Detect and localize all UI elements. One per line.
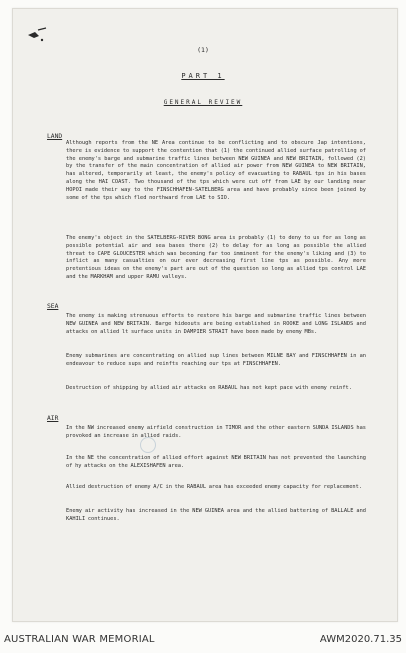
section-label-air: AIR: [47, 415, 59, 422]
air-paragraph-1: In the NW increased enemy airfield construction in TIMOR and the other eastern SUNDA ISLANDS has provoked an increase in allied raids.: [66, 425, 366, 439]
land-paragraph-2: The enemy's object in the SATELBERG-RIVER BONG area is probably (1) to deny to us for as long as possible potential air and sea bases there (2) to delay for as long as possible the allied threat to CAPE GLOUCESTER which was becoming far too imminent for the enemy's liking and (3) to inflict as many casualties on our ever decreasing first line tps as possible. Any more pretentious ideas on the enemy's part are out of the question so long as allied tps control LAE and the MARKHAM and upper RAMU valleys.: [66, 235, 366, 280]
page-number: (1): [197, 46, 209, 54]
footer-bar: [0, 627, 406, 653]
paper-clip-mark-icon: [26, 26, 48, 44]
land-paragraph-1: Although reports from the NE Area continue to be conflicting and to obscure Jap intentions, there is evidence to support the contention that (1) the continued allied surface patrolling of the enemy's barge and submarine traffic lines between NEW GUINEA and NEW BRITAIN, followed (2) by the transfer of the main concentration of allied air power from NEW GUINEA to NEW BRITAIN, has altered, temporarily at least, the enemy's policy of evacuating to RABAUL tps in his bases along the HAI COAST. Two thousand of the tps which were cut off from LAE by our landing near HOPOI made their way to the FINSCHHAFEN-SATELBERG area and have probably since been joined by some of the tps which fled northward from LAE to SIO.: [66, 140, 366, 201]
footer-institution: AUSTRALIAN WAR MEMORIAL: [4, 634, 155, 645]
section-title: GENERAL REVIEW: [163, 99, 243, 106]
sea-paragraph-1: The enemy is making strenuous efforts to restore his barge and submarine traffic lines between NEW GUINEA and NEW BRITAIN. Barge hideouts are being established in ROOKE and LONG ISLANDS and attacks on allied lt surface units in DAMPIER STRAIT have been made by enemy MBs.: [66, 313, 366, 335]
part-title: PART 1: [181, 72, 225, 80]
footer-reference: AWM2020.71.35: [319, 634, 402, 645]
faded-stamp-icon: [140, 437, 156, 453]
section-label-land: LAND: [47, 133, 63, 140]
air-paragraph-4: Enemy air activity has increased in the NEW GUINEA area and the allied battering of BALLALE and KAHILI continues.: [66, 508, 366, 522]
section-label-sea: SEA: [47, 303, 59, 310]
sea-paragraph-3: Destruction of shipping by allied air attacks on RABAUL has not kept pace with enemy reinft.: [66, 385, 352, 391]
air-paragraph-3: Allied destruction of enemy A/C in the RABAUL area has exceeded enemy capacity for replacement.: [66, 484, 362, 490]
sea-paragraph-2: Enemy submarines are concentrating on allied sup lines between MILNE BAY and FINSCHHAFEN in an endeavour to reduce sups and reinfts reaching our tps at FINSCHHAFEN.: [66, 353, 366, 367]
air-paragraph-2: In the NE the concentration of allied effort against NEW BRITAIN has not prevented the launching of hy attacks on the ALEXISHAFEN area.: [66, 455, 366, 469]
